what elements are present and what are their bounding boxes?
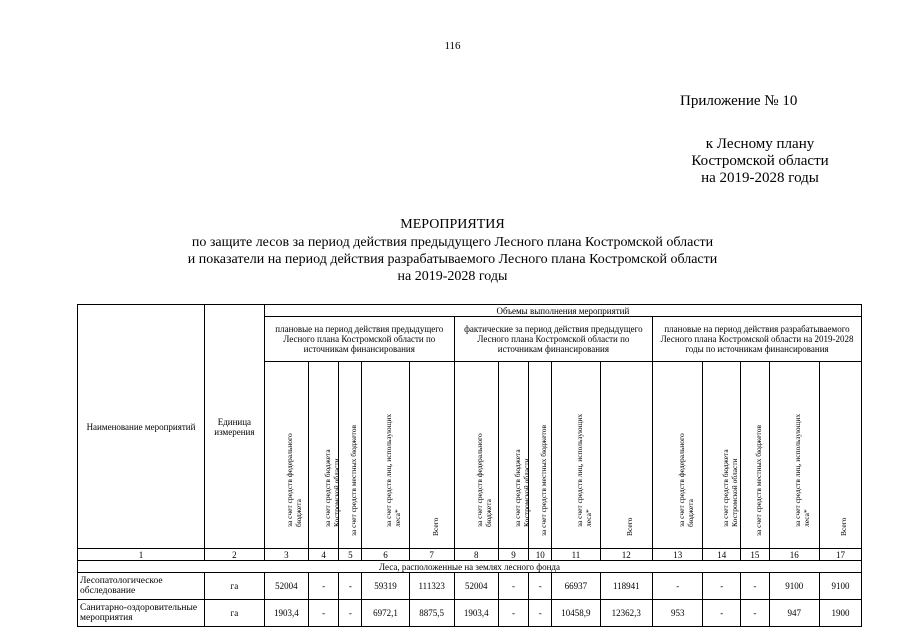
row-value: 52004 xyxy=(264,573,308,600)
appendix-line: Костромской области xyxy=(691,153,829,169)
column-number: 14 xyxy=(703,549,741,561)
column-number: 10 xyxy=(529,549,552,561)
row-value: 118941 xyxy=(600,573,652,600)
subheader-total: Всего xyxy=(409,362,454,549)
row-value: - xyxy=(339,573,362,600)
subheader-regional: за счет средств бюджета Костромской области xyxy=(498,362,528,549)
row-value: - xyxy=(339,600,362,627)
row-value: - xyxy=(308,573,338,600)
row-value: 12362,3 xyxy=(600,600,652,627)
row-name: Санитарно-оздоровительные мероприятия xyxy=(78,600,205,627)
appendix-line: на 2019-2028 годы xyxy=(701,170,819,186)
document-title: МЕРОПРИЯТИЯ xyxy=(400,217,505,232)
row-value: 953 xyxy=(653,600,703,627)
row-value: 1900 xyxy=(819,600,861,627)
subheader-regional: за счет средств бюджета Костромской области xyxy=(308,362,338,549)
row-value: 6972,1 xyxy=(362,600,409,627)
table-row xyxy=(78,600,862,627)
row-value: 52004 xyxy=(454,573,498,600)
appendix-line: к Лесному плану xyxy=(705,136,815,152)
subheader-users: за счет средств лиц, использующих леса* xyxy=(769,362,819,549)
header-group-actual-prev: фактические за период действия предыдущего Лесного плана Костромской области по источникам финансирования xyxy=(454,317,652,362)
row-value: - xyxy=(498,573,528,600)
column-number: 3 xyxy=(264,549,308,561)
row-value: 10458,9 xyxy=(552,600,600,627)
row-value: 9100 xyxy=(769,573,819,600)
subheader-local: за счет средств местных бюджетов xyxy=(529,362,552,549)
column-number: 7 xyxy=(409,549,454,561)
column-number-row xyxy=(78,549,862,561)
row-value: 947 xyxy=(769,600,819,627)
row-name: Лесопатологическое обследование xyxy=(78,573,205,600)
column-number: 6 xyxy=(362,549,409,561)
subheader-total: Всего xyxy=(600,362,652,549)
column-number: 2 xyxy=(204,549,264,561)
row-value: 1903,4 xyxy=(264,600,308,627)
subheader-regional: за счет средств бюджета Костромской области xyxy=(703,362,741,549)
row-value: 59319 xyxy=(362,573,409,600)
row-value: - xyxy=(741,573,769,600)
row-value: - xyxy=(653,573,703,600)
header-volumes: Объемы выполнения мероприятий xyxy=(264,305,861,317)
column-number: 17 xyxy=(819,549,861,561)
column-number: 8 xyxy=(454,549,498,561)
column-number: 15 xyxy=(741,549,769,561)
document-subtitle: и показатели на период действия разрабатываемого Лесного плана Костромской области xyxy=(187,252,718,267)
column-number: 4 xyxy=(308,549,338,561)
row-unit: га xyxy=(204,573,264,600)
row-value: 8875,5 xyxy=(409,600,454,627)
row-value: - xyxy=(703,600,741,627)
appendix-title: Приложение № 10 xyxy=(680,93,798,109)
row-value: 111323 xyxy=(409,573,454,600)
row-value: 66937 xyxy=(552,573,600,600)
row-value: - xyxy=(308,600,338,627)
measures-table xyxy=(77,304,862,627)
row-value: - xyxy=(703,573,741,600)
column-number: 13 xyxy=(653,549,703,561)
subheader-federal: за счет средств федерального бюджета xyxy=(653,362,703,549)
table-row xyxy=(78,573,862,600)
column-number: 12 xyxy=(600,549,652,561)
header-group-planned-new: плановые на период действия разрабатываемого Лесного плана Костромской области на 2019-2028 годы по источникам финансирования xyxy=(653,317,862,362)
page-number: 116 xyxy=(444,40,461,52)
subheader-total: Всего xyxy=(819,362,861,549)
row-value: - xyxy=(498,600,528,627)
header-group-planned-prev: плановые на период действия предыдущего Лесного плана Костромской области по источникам финансирования xyxy=(264,317,454,362)
column-number: 11 xyxy=(552,549,600,561)
subheader-federal: за счет средств федерального бюджета xyxy=(264,362,308,549)
document-subtitle: на 2019-2028 годы xyxy=(397,269,508,284)
header-unit: Единица измерения xyxy=(204,305,264,549)
header-name: Наименование мероприятий xyxy=(78,305,205,549)
row-value: 1903,4 xyxy=(454,600,498,627)
row-value: 9100 xyxy=(819,573,861,600)
row-value: - xyxy=(529,573,552,600)
subheader-users: за счет средств лиц, использующих леса* xyxy=(552,362,600,549)
column-number: 16 xyxy=(769,549,819,561)
subheader-users: за счет средств лиц, использующих леса* xyxy=(362,362,409,549)
row-unit: га xyxy=(204,600,264,627)
document-subtitle: по защите лесов за период действия предыдущего Лесного плана Костромской области xyxy=(191,235,714,250)
column-number: 1 xyxy=(78,549,205,561)
subheader-federal: за счет средств федерального бюджета xyxy=(454,362,498,549)
section-title: Леса, расположенные на землях лесного фонда xyxy=(78,561,862,573)
row-value: - xyxy=(741,600,769,627)
column-number: 5 xyxy=(339,549,362,561)
subheader-local: за счет средств местных бюджетов xyxy=(339,362,362,549)
column-number: 9 xyxy=(498,549,528,561)
subheader-local: за счет средств местных бюджетов xyxy=(741,362,769,549)
row-value: - xyxy=(529,600,552,627)
